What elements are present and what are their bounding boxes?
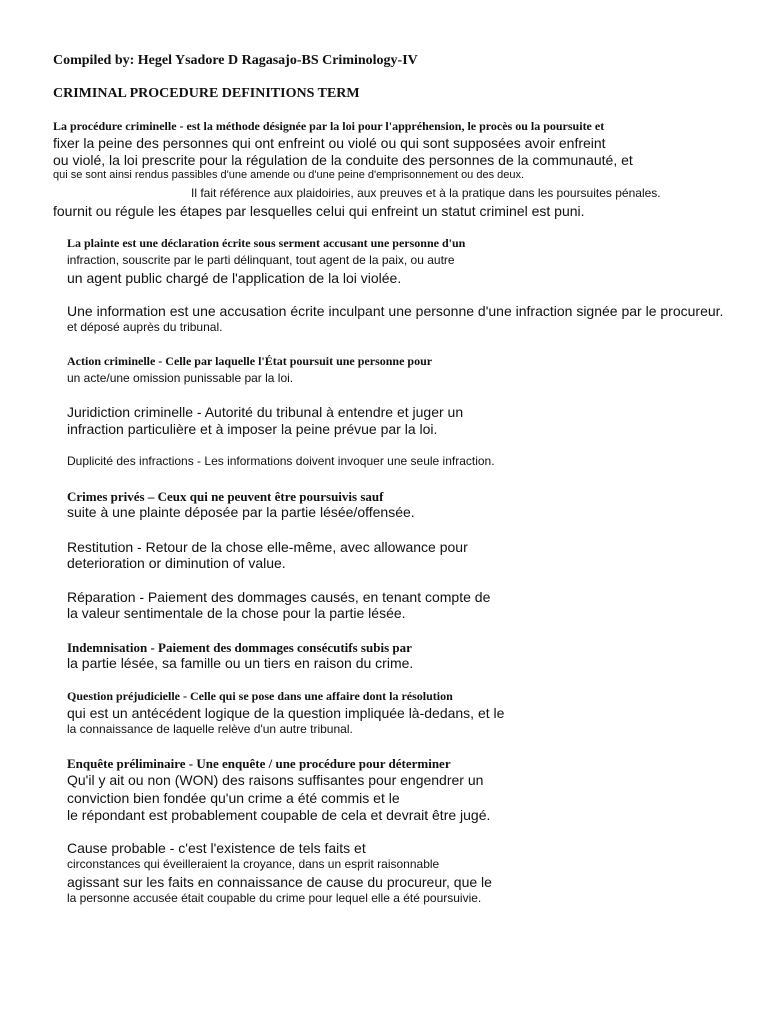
question-line-2: qui est un antécédent logique de la question impliquée là-dedans, et le (67, 705, 505, 721)
enquete-line-1: Enquête préliminaire - Une enquête / une procédure pour déterminer (67, 756, 451, 771)
document-title: CRIMINAL PROCEDURE DEFINITIONS TERM (53, 86, 360, 101)
indemnisation-line-1: Indemnisation - Paiement des dommages consécutifs subis par (67, 640, 412, 655)
juridiction-line-1: Juridiction criminelle - Autorité du tribunal à entendre et juger un (67, 404, 464, 420)
restitution-line-1: Restitution - Retour de la chose elle-même, avec allowance pour (67, 539, 468, 555)
information-line-1: Une information est une accusation écrite inculpant une personne d'une infraction signée par le procureur. (67, 303, 724, 319)
enquete-line-4: le répondant est probablement coupable de cela et devrait être jugé. (67, 807, 491, 823)
intro-line-6: fournit ou régule les étapes par lesquelles celui qui enfreint un statut criminel est puni. (53, 203, 585, 219)
enquete-line-3: conviction bien fondée qu'un crime a été commis et le (67, 790, 400, 806)
enquete-line-2: Qu'il y ait ou non (WON) des raisons suffisantes pour engendrer un (67, 772, 484, 788)
compiled-by-line: Compiled by: Hegel Ysadore D Ragasajo-BS Criminology-IV (53, 53, 418, 68)
question-line-3: la connaissance de laquelle relève d'un autre tribunal. (67, 722, 353, 736)
juridiction-line-2: infraction particulière et à imposer la peine prévue par la loi. (67, 421, 438, 437)
cause-line-1: Cause probable - c'est l'existence de tels faits et (67, 840, 366, 856)
cause-line-3: agissant sur les faits en connaissance de cause du procureur, que le (67, 874, 492, 890)
indemnisation-line-2: la partie lésée, sa famille ou un tiers en raison du crime. (67, 655, 414, 671)
restitution-line-2: deterioration or diminution of value. (67, 555, 286, 571)
plainte-line-2: infraction, souscrite par le parti délinquant, tout agent de la paix, ou autre (67, 253, 455, 267)
plainte-line-1: La plainte est une déclaration écrite sous serment accusant une personne d'un (67, 236, 466, 250)
intro-line-5: Il fait référence aux plaidoiries, aux preuves et à la pratique dans les poursuites pénales. (191, 186, 661, 200)
intro-line-4: qui se sont ainsi rendus passibles d'une amende ou d'une peine d'emprisonnement ou des deux. (53, 169, 525, 181)
cause-line-4: la personne accusée était coupable du crime pour lequel elle a été poursuivie. (67, 891, 482, 905)
crimes-prives-line-1: Crimes privés – Ceux qui ne peuvent être poursuivis sauf (67, 489, 384, 504)
intro-line-3: ou violé, la loi prescrite pour la régulation de la conduite des personnes de la communauté, et (53, 152, 633, 168)
action-line-2: un acte/une omission punissable par la loi. (67, 371, 294, 385)
question-line-1: Question préjudicielle - Celle qui se pose dans une affaire dont la résolution (67, 689, 453, 703)
action-line-1: Action criminelle - Celle par laquelle l'État poursuit une personne pour (67, 354, 433, 368)
reparation-line-1: Réparation - Paiement des dommages causés, en tenant compte de (67, 589, 491, 605)
duplicite-line-1: Duplicité des infractions - Les informations doivent invoquer une seule infraction. (67, 454, 495, 468)
cause-line-2: circonstances qui éveilleraient la croyance, dans un esprit raisonnable (67, 857, 440, 871)
intro-line-1: La procédure criminelle - est la méthode désignée par la loi pour l'appréhension, le procès ou la poursuite et (53, 119, 605, 133)
plainte-line-3: un agent public chargé de l'application de la loi violée. (67, 270, 402, 286)
intro-line-2: fixer la peine des personnes qui ont enfreint ou violé ou qui sont supposées avoir enfreint (53, 135, 606, 151)
reparation-line-2: la valeur sentimentale de la chose pour la partie lésée. (67, 605, 406, 621)
information-line-2: et déposé auprès du tribunal. (67, 320, 223, 334)
crimes-prives-line-2: suite à une plainte déposée par la partie lésée/offensée. (67, 504, 415, 520)
